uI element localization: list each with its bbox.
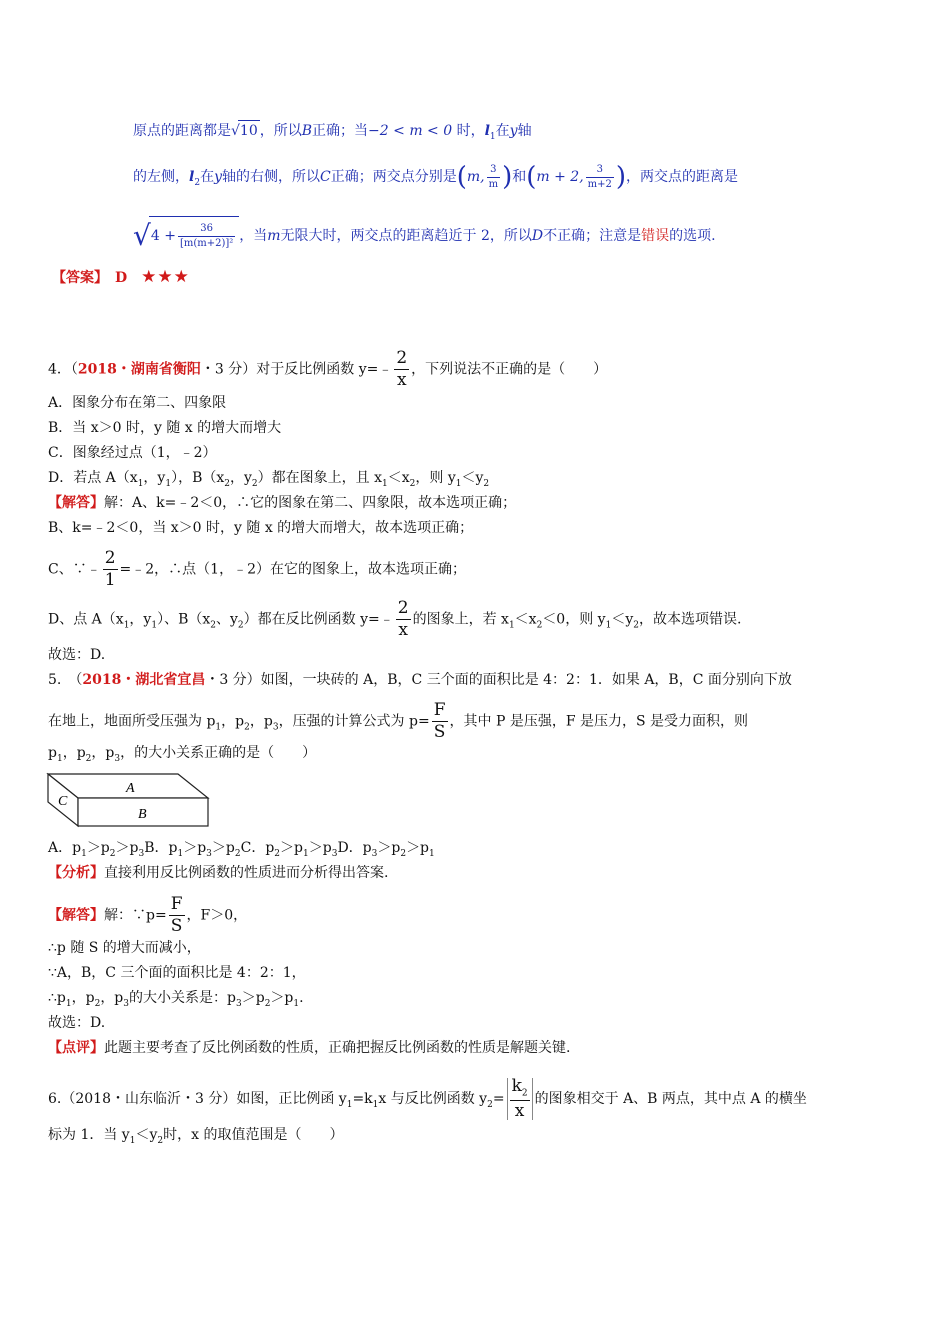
q5-solution-4: $\therefore p_1$，$p_2$，$p_3$的大小关系是：$p_3>p_2>p_1$. bbox=[48, 990, 304, 1009]
q5-solution-3: ∵A，B，C 三个面的面积比是 4：2：1， bbox=[48, 965, 306, 981]
q6-stem-1: 6.（2018・山东临沂・3 分）如图，正比例函 $y_1=k_1x$ 与反比例函数 $y_2=$ $\frac{k_2}{x}$ 的图象相交于 A、B 两点，其中点 A 的横坐 bbox=[48, 1076, 807, 1122]
q5-analysis: 【分析】直接利用反比例函数的性质进而分析得出答案. bbox=[48, 865, 389, 881]
q4-solution-b: B、k=﹣2＜0，当 x＞0 时，y 随 x 的增大而增大，故本选项正确； bbox=[48, 520, 474, 536]
q4-option-d: D．若点 $A(x_1$，$y_1$），$B(x_2$，$y_2$）都在图象上，且 $x_1<x_2$，则 $y_1<y_2$ bbox=[48, 470, 490, 489]
face-c-label: C bbox=[58, 794, 68, 809]
q3-line-2: 的左侧，$l_2$在y轴的右侧，所以C正确；两交点分别是(m, $\frac{3}{m}$ )和(m + 2, $\frac{3}{m+2}$ )，两交点的距离是 bbox=[133, 162, 739, 192]
q5-stem-1: 5. （2018・湖北省宜昌・3 分）如图，一块砖的 A，B，C 三个面的面积比是 4：2：1．如果 A，B，C 面分别向下放 bbox=[48, 672, 792, 688]
q6-stem-2: 标为 1．当 $y_1<y_2$时，x 的取值范围是（ ） bbox=[48, 1127, 344, 1146]
q4-choose: 故选：D. bbox=[48, 647, 106, 663]
q5-solution-2: ∴p 随 S 的增大而减小， bbox=[48, 940, 201, 956]
q4-solution-d: D、点 $A(x_1$，$y_1$）、$B(x_2$、$y_2$）都在反比例函数 y=﹣ $\frac{2}{x}$ 的图象上，若 $x_1<x_2<0$，则 $y_1<y_2$，故本选项错误. bbox=[48, 598, 742, 640]
q4-stem: 4．（2018・湖南省衡阳・3 分）对于反比例函数 y=﹣ $\frac{2}{x}$ ，下列说法不正确的是（ ） bbox=[48, 348, 608, 390]
q3-line-1: 原点的距离都是√10 ，所以B正确；当−2 < m < 0 时，$l_1$在y轴 bbox=[133, 120, 532, 147]
q5-options: A．$p_1>p_2>p_3B$．$p_1>p_3>p_2C$．$p_2>p_1>p_3D$．$p_3>p_2>p_1$ bbox=[48, 840, 435, 859]
q5-choose: 故选：D. bbox=[48, 1015, 106, 1031]
q5-stem-3: $p_1$，$p_2$，$p_3$，的大小关系正确的是（ ） bbox=[48, 745, 317, 764]
q4-solution-a: 【解答】解：A、k=﹣2＜0，∴它的图象在第二、四象限，故本选项正确； bbox=[48, 495, 517, 511]
q3-line-3: √4 + $\frac{36}{\text{[m(m+2)]²}}$ ，当m无限大时，两交点的距离趋近于 2，所以D不正确；注意是错误的选项. bbox=[133, 216, 716, 253]
q5-comment: 【点评】此题主要考查了反比例函数的性质，正确把握反比例函数的性质是解题关键. bbox=[48, 1040, 571, 1056]
q4-solution-c: C、∵﹣ $\frac{2}{1}$ =﹣2，∴点（1，﹣2）在它的图象上，故本选项正确； bbox=[48, 548, 466, 590]
q3-answer: 【答案】 D ★★★ bbox=[52, 267, 190, 287]
q5-solution-1: 【解答】解：∵p= $\frac{F}{S}$ ，F＞0， bbox=[48, 894, 248, 936]
q4-option-c: C．图象经过点（1，﹣2） bbox=[48, 445, 217, 461]
q4-option-b: B．当 x＞0 时，y 随 x 的增大而增大 bbox=[48, 420, 282, 436]
q4-option-a: A．图象分布在第二、四象限 bbox=[48, 395, 227, 411]
star-rating: ★★★ bbox=[141, 267, 190, 287]
q5-stem-2: 在地上，地面所受压强为 $p_1$，$p_2$，$p_3$，压强的计算公式为 p= $\frac{F}{S}$ ，其中 P 是压强，F 是压力，S 是受力面积，则 bbox=[48, 700, 749, 742]
brick-figure bbox=[46, 772, 214, 830]
face-b-label: B bbox=[138, 807, 147, 822]
face-a-label: A bbox=[126, 781, 135, 796]
